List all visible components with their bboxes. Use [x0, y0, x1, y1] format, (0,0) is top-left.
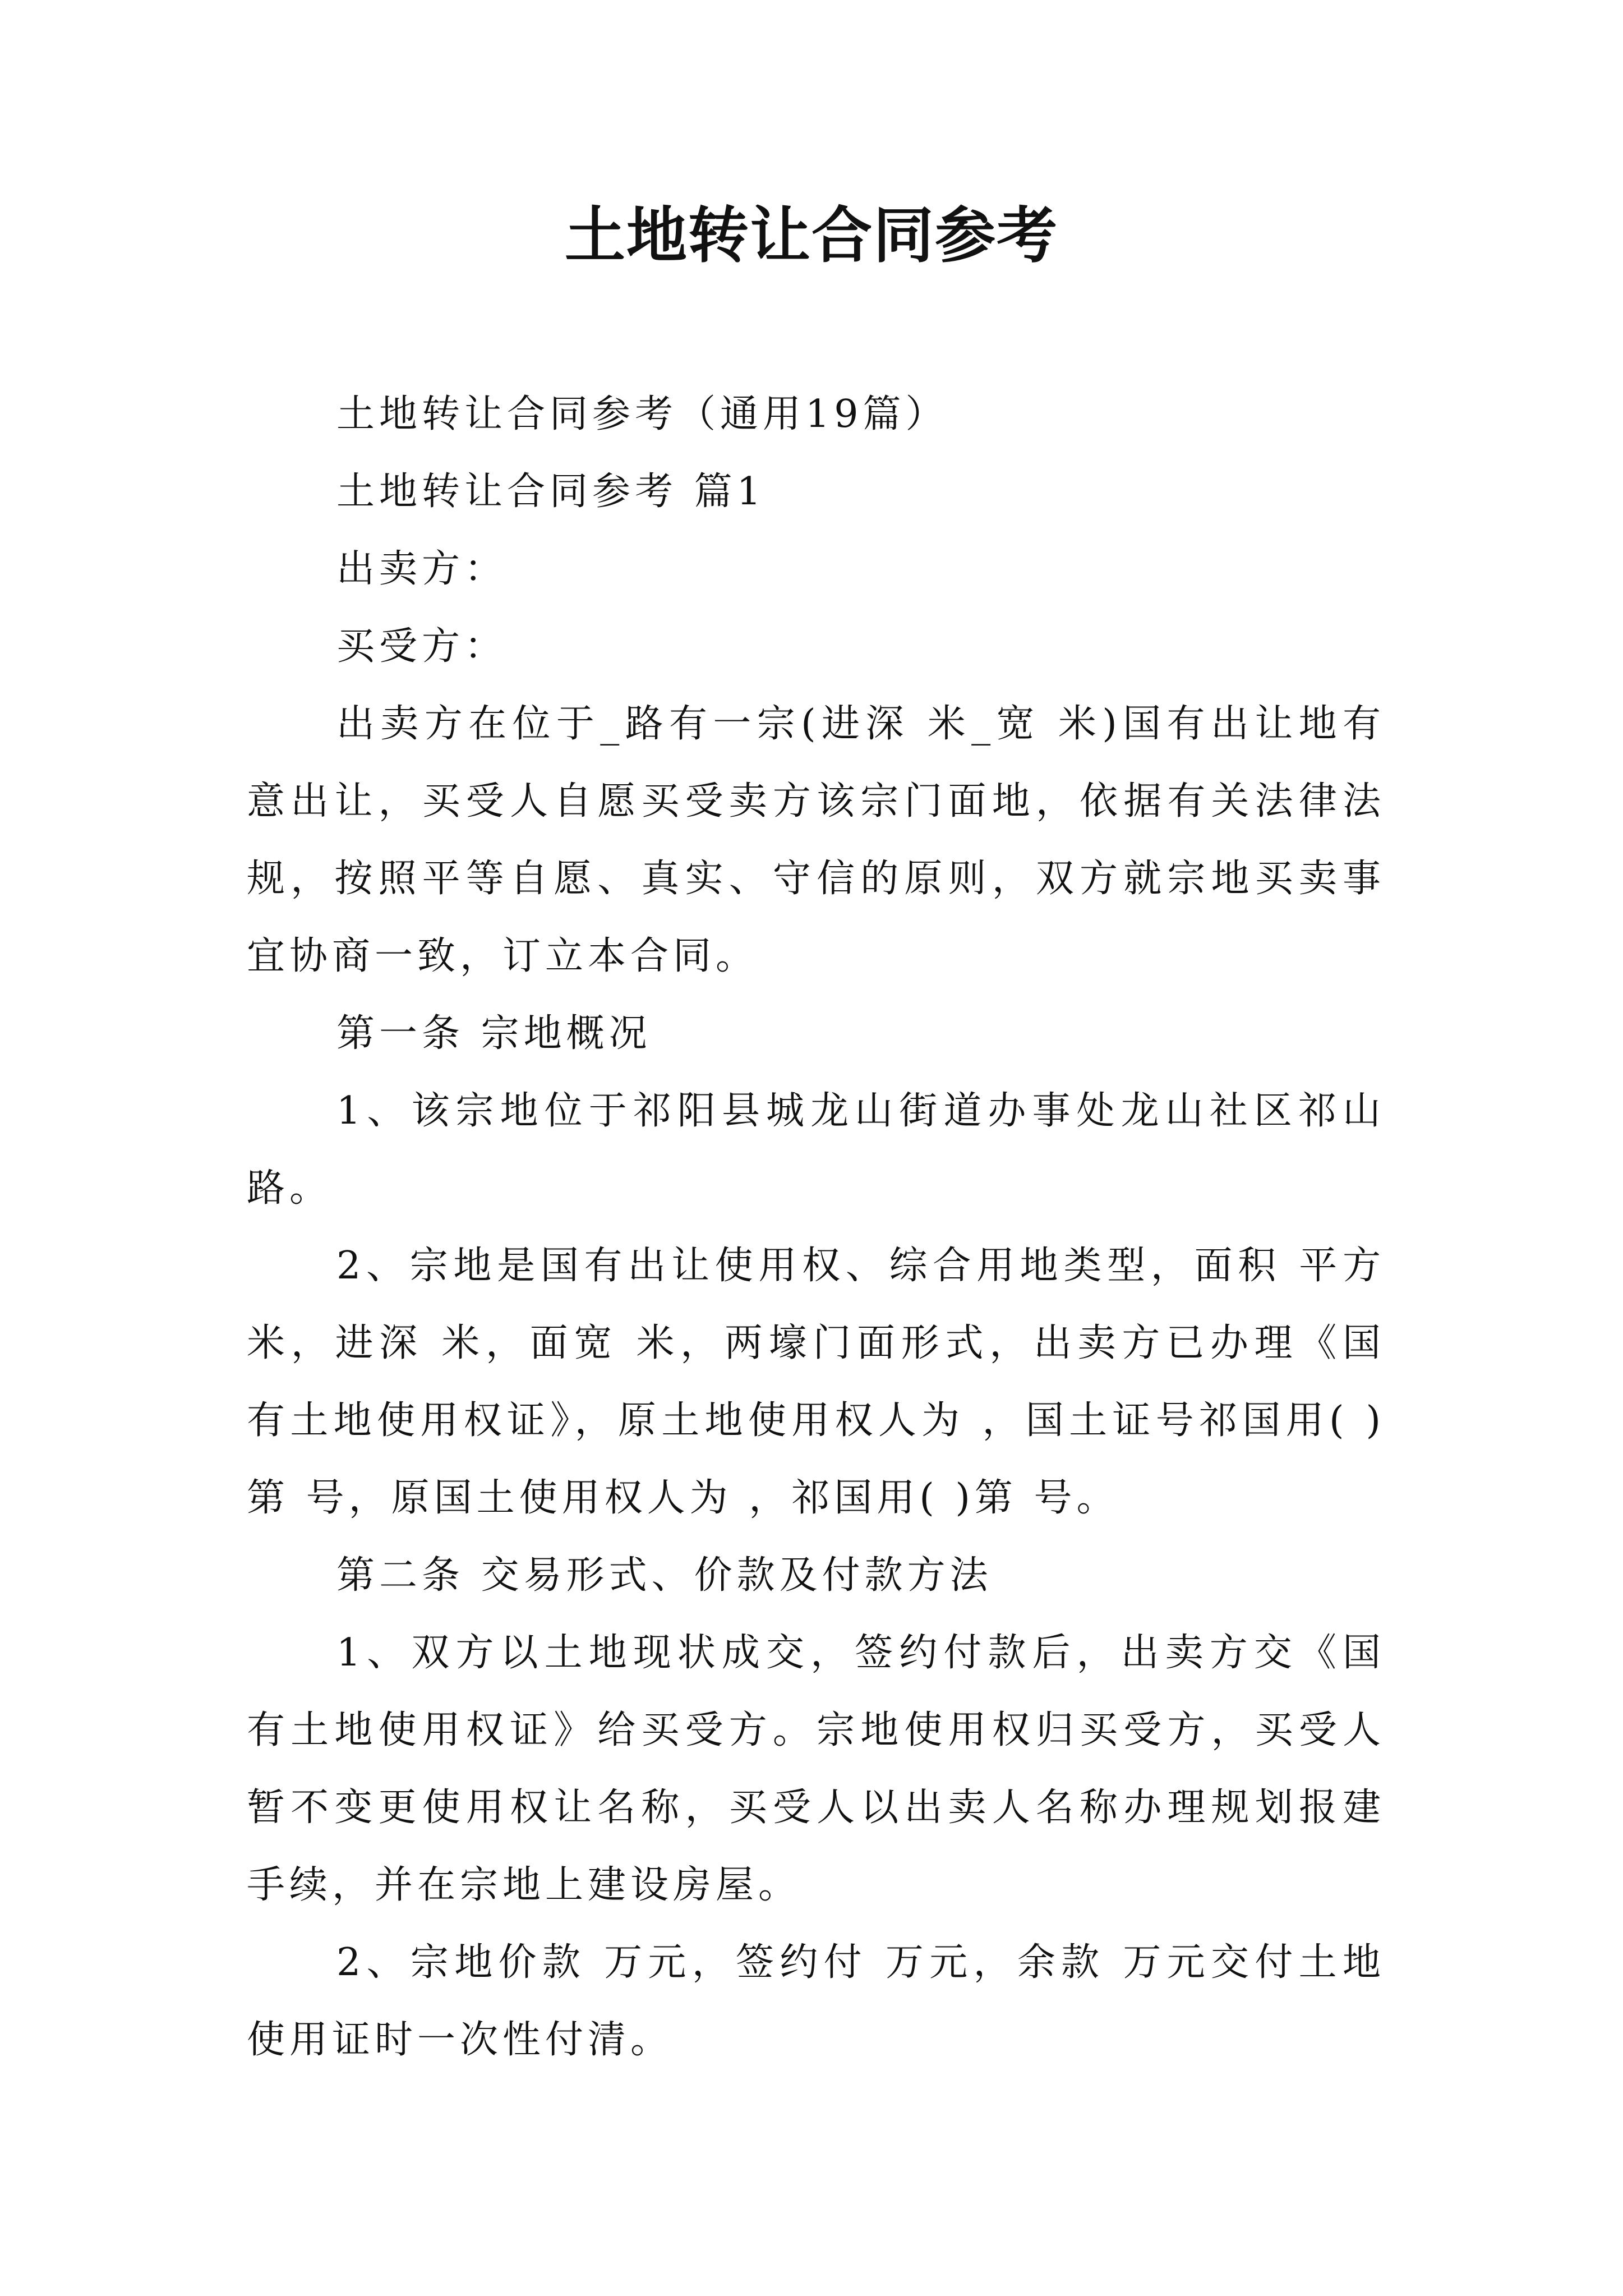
body-paragraph: 2、宗地价款 万元，签约付 万元，余款 万元交付土地使用证时一次性付清。: [247, 1940, 1385, 2062]
article-heading: 第二条 交易形式、价款及付款方法: [336, 1553, 993, 1598]
body-paragraph: 1、该宗地位于祁阳县城龙山街道办事处龙山社区祁山路。: [247, 1089, 1385, 1211]
document-title: 土地转让合同参考: [564, 200, 1058, 271]
section-heading: 土地转让合同参考 篇1: [336, 470, 766, 514]
body-paragraph: 1、双方以土地现状成交，签约付款后，出卖方交《国有土地使用权证》给买受方。宗地使用权归买受方，买受人暂不变更使用权让名称，买受人以出卖人名称办理规划报建手续，并在宗地上建设房屋。: [247, 1631, 1385, 1907]
body-paragraph: 出卖方在位于_路有一宗(进深 米_宽 米)国有出让地有意出让，买受人自愿买受卖方该宗门面地，依据有关法律法规，按照平等自愿、真实、守信的原则，双方就宗地买卖事宜协商一致，订立本合同。: [247, 702, 1385, 978]
article-heading: 第一条 宗地概况: [336, 1011, 652, 1056]
subtitle-paragraph: 土地转让合同参考（通用19篇）: [336, 392, 948, 436]
body-paragraph: 2、宗地是国有出让使用权、综合用地类型，面积 平方米，进深 米，面宽 米，两壕门面形式，出卖方已办理《国有土地使用权证》，原土地使用权人为 ，国土证号祁国用( )第 号，原国土使用权人为 ，祁国用( )第 号。: [247, 1244, 1385, 1520]
buyer-line: 买受方：: [336, 624, 508, 669]
seller-line: 出卖方：: [336, 547, 508, 591]
document-body: [247, 376, 1385, 2079]
